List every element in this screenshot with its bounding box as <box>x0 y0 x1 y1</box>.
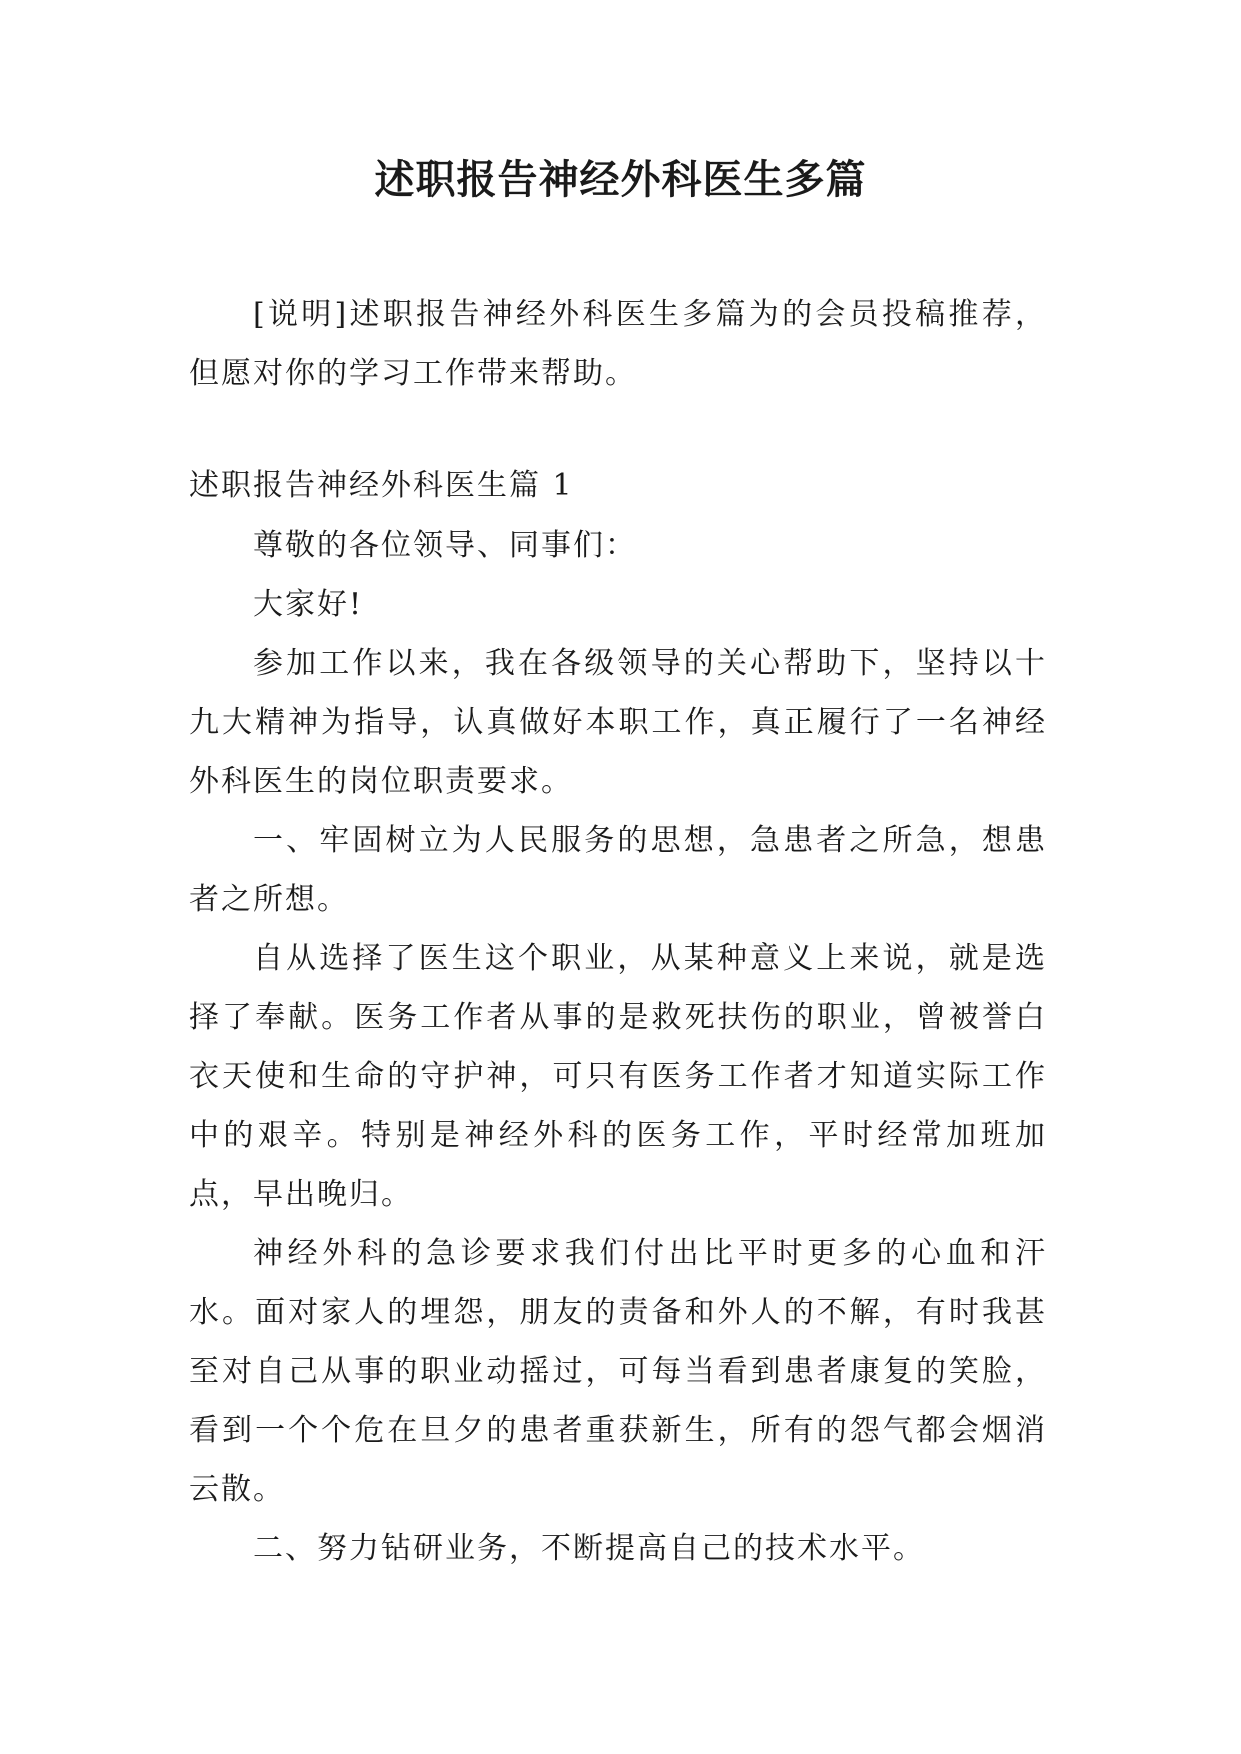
body-paragraph: 自从选择了医生这个职业，从某种意义上来说，就是选择了奉献。医务工作者从事的是救死扶伤的职业，曾被誉白衣天使和生命的守护神，可只有医务工作者才知道实际工作中的艰辛。特别是神经外科的医务工作，平时经常加班加点，早出晚归。 <box>189 941 1047 1212</box>
intro-paragraph: [说明]述职报告神经外科医生多篇为的会员投稿推荐，但愿对你的学习工作带来帮助。 <box>189 297 1047 391</box>
greeting: 大家好! <box>253 587 364 622</box>
body-paragraph: 神经外科的急诊要求我们付出比平时更多的心血和汗水。面对家人的埋怨，朋友的责备和外人的不解，有时我甚至对自己从事的职业动摇过，可每当看到患者康复的笑脸，看到一个个危在旦夕的患者重获新生，所有的怨气都会烟消云散。 <box>189 1236 1047 1507</box>
document-body <box>189 516 1047 1578</box>
section-heading: 述职报告神经外科医生篇 1 <box>189 468 574 503</box>
salutation: 尊敬的各位领导、同事们： <box>253 528 637 563</box>
subheading-two: 二、努力钻研业务，不断提高自己的技术水平。 <box>253 1531 925 1566</box>
subheading-one: 一、牢固树立为人民服务的思想，急患者之所急，想患者之所想。 <box>189 823 1047 917</box>
body-paragraph: 参加工作以来，我在各级领导的关心帮助下，坚持以十九大精神为指导，认真做好本职工作，真正履行了一名神经外科医生的岗位职责要求。 <box>189 646 1047 799</box>
document-title: 述职报告神经外科医生多篇 <box>374 157 867 203</box>
